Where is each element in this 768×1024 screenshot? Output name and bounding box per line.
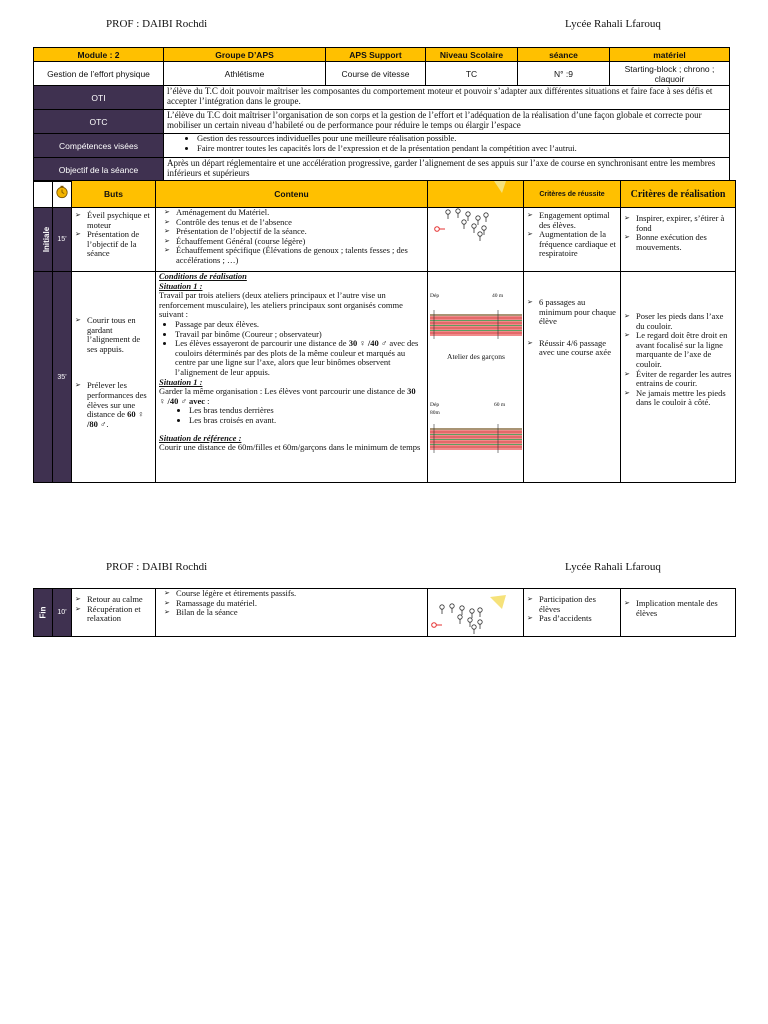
- list-item: ➢ Réussir 4/6 passage avec une course axée: [527, 339, 617, 358]
- situation-2-text: Garder la même organisation : Les élèves vont parcourir une distance de 30 ♀ /40 ♂ avec :: [159, 386, 416, 406]
- list-item: ➢ Implication mentale des élèves: [624, 599, 732, 618]
- info-module-value: Gestion de l’effort physique: [34, 62, 164, 86]
- atelier-label: Atelier des garçons: [447, 352, 505, 361]
- dep-label-2: Dép: [430, 402, 440, 408]
- fondamentale-reussite: [524, 272, 621, 483]
- initiale-sketch: [428, 208, 524, 272]
- situation-1-text: Travail par trois ateliers (deux ateliers principaux et l’autre vise un renforcement musculaire), les ateliers principaux sont organisés comme suivant :: [159, 290, 403, 320]
- info-materiel-value: Starting-block ; chrono ; claquoir: [610, 62, 730, 86]
- info-table: [33, 47, 730, 86]
- list-item: ➢ Prélever les performances des élèves sur une distance de 60 ♀ /80 ♂.: [75, 381, 152, 429]
- fondamentale-buts: [72, 272, 156, 483]
- list-item: ➢ Bilan de la séance: [164, 608, 424, 618]
- phase-initiale-label: Initiale: [34, 208, 53, 272]
- situation-2-title: Situation 1 :: [159, 376, 203, 387]
- clock-icon: [53, 181, 72, 208]
- fin-reussite: [524, 589, 621, 637]
- competences-label: Compétences visées: [34, 134, 164, 158]
- list-item: ➢ Éviter de regarder les autres entrains de courir.: [624, 370, 732, 389]
- header-criteres-realisation: Critères de réalisation: [621, 181, 736, 208]
- list-item: ➢ Augmentation de la fréquence cardiaque et respiratoire: [527, 230, 617, 259]
- fondamentale-diagram: [428, 272, 524, 483]
- track-sketch-1: [428, 308, 524, 340]
- otc-label: OTC: [34, 110, 164, 134]
- objectif-text: Après un départ réglementaire et une accélération progressive, garder l’alignement de ses appuis sur l’axe de course en synchronisant entre les membres inférieurs et supérieurs: [164, 158, 730, 182]
- fondamentale-duration: 35’: [53, 272, 72, 483]
- list-item: • Les bras croisés en avant.: [189, 416, 424, 426]
- competences-text: [164, 134, 730, 158]
- list-item: ➢ Présentation de l’objectif de la séance.: [164, 227, 424, 237]
- list-item: • Passage par deux élèves.: [175, 320, 424, 330]
- list-item: ➢ Pas d’accidents: [527, 614, 617, 624]
- dist-label-2: 60 m: [494, 402, 506, 408]
- info-aps-value: Course de vitesse: [326, 62, 426, 86]
- list-item: ➢ Le regard doit être droit en avant focalisé sur la ligne marquante de l’axe de couloir.: [624, 331, 732, 369]
- info-header-seance: séance: [518, 48, 610, 62]
- reference-title: Situation de référence :: [159, 432, 242, 443]
- reference-text: Courir une distance de 60m/filles et 60m/garçons dans le minimum de temps: [159, 442, 421, 453]
- fin-buts: [72, 589, 156, 637]
- fin-sketch: [428, 589, 524, 637]
- cooldown-sketch: [428, 589, 524, 636]
- list-item: ➢ Poser les pieds dans l’axe du couloir.: [624, 312, 732, 331]
- situation-1-title: Situation 1 :: [159, 280, 203, 291]
- list-item: ➢ Récupération et relaxation: [75, 605, 152, 624]
- objectif-label: Objectif de la séance: [34, 158, 164, 182]
- list-item: • Les élèves essayeront de parcourir une distance de 30 ♀ /40 ♂ avec des couloirs déterminés par des plots de la même couleur et marqués au centre par une ligne sur l’axe, alors que leur binômes observent l’alignement de leur appuis.: [175, 339, 424, 377]
- initiale-reussite: [524, 208, 621, 272]
- list-item: ➢ Échauffement spécifique (Élévations de genoux ; talents fesses ; des accélérations ; …): [164, 246, 424, 265]
- list-item: ➢ 6 passages au minimum pour chaque élève: [527, 298, 617, 327]
- oti-label: OTI: [34, 86, 164, 110]
- initiale-contenu: [156, 208, 428, 272]
- fin-table: [33, 588, 736, 637]
- list-item: ➢ Bonne exécution des mouvements.: [624, 233, 732, 252]
- track-sketch-2: [428, 422, 524, 454]
- list-item: ➢ Inspirer, expirer, s’étirer à fond: [624, 214, 732, 233]
- info-groupe-value: Athlétisme: [164, 62, 326, 86]
- list-item: ➢ Engagement optimal des élèves.: [527, 211, 617, 230]
- header-criteres-reussite: Critères de réussite: [524, 181, 621, 208]
- info-header-niveau: Niveau Scolaire: [426, 48, 518, 62]
- list-item: ➢ Présentation de l’objectif de la séance: [75, 230, 152, 259]
- initiale-buts: [72, 208, 156, 272]
- initiale-realisation: [621, 208, 736, 272]
- sun-sketch: [428, 181, 524, 202]
- fin-duration: 10’: [53, 589, 72, 637]
- competence-item: • Gestion des ressources individuelles pour une meilleure réalisation possible.: [197, 134, 726, 144]
- objectives-table: [33, 85, 730, 182]
- initiale-duration: 15’: [53, 208, 72, 272]
- competence-item: • Faire montrer toutes les capacités lors de l’expression et de la présentation pendant la compétition avec l’autrui.: [197, 144, 726, 154]
- list-item: • Les bras tendus derrières: [189, 406, 424, 416]
- info-niveau-value: TC: [426, 62, 518, 86]
- fondamentale-realisation: [621, 272, 736, 483]
- list-item: ➢ Participation des élèves: [527, 595, 617, 614]
- dep-label-1: Dép: [430, 293, 440, 299]
- list-item: ➢ Échauffement Général (course légère): [164, 237, 424, 247]
- fin-contenu: [156, 589, 428, 637]
- prof-name: PROF : DAIBI Rochdi: [106, 18, 208, 30]
- fondamentale-contenu: [156, 272, 428, 483]
- info-header-aps: APS Support: [326, 48, 426, 62]
- list-item: ➢ Ne jamais mettre les pieds dans le couloir à côté.: [624, 389, 732, 408]
- list-item: • Travail par binôme (Coureur ; observateur): [175, 330, 424, 340]
- school-name: Lycée Rahali Lfarouq: [565, 18, 661, 30]
- info-header-groupe: Groupe D’APS: [164, 48, 326, 62]
- otc-text: L’élève du T.C doit maîtriser l’organisation de son corps et la gestion de l’effort et l’adéquation de la réalisation d’une façon globale et correcte pour mobiliser un certain niveau d’habileté ou de performance pour réduire le temps ou élargir l’espace: [164, 110, 730, 134]
- list-item: ➢ Éveil psychique et moteur: [75, 211, 152, 230]
- school-name-page-2: Lycée Rahali Lfarouq: [565, 561, 661, 573]
- oti-text: l’élève du T.C doit pouvoir maîtriser les composantes du comportement moteur et pouvoir s’adapter aux différentes situations et faire face à ses défis et accepter l’intégration dans le groupe.: [164, 86, 730, 110]
- list-item: ➢ Retour au calme: [75, 595, 152, 605]
- main-table: [33, 180, 736, 483]
- list-item: ➢ Contrôle des tenus et de l’absence: [164, 218, 424, 228]
- info-header-materiel: matériel: [610, 48, 730, 62]
- info-seance-value: N° :9: [518, 62, 610, 86]
- corner-cell: [34, 181, 53, 208]
- info-header-module: Module : 2: [34, 48, 164, 62]
- list-item: ➢ Course légère et étirements passifs.: [164, 589, 424, 599]
- header-sketch-cell: [428, 181, 524, 208]
- dist-label-1: 40 m: [492, 293, 504, 299]
- header-contenu: Contenu: [156, 181, 428, 208]
- fin-realisation: [621, 589, 736, 637]
- prof-name-page-2: PROF : DAIBI Rochdi: [106, 561, 208, 573]
- list-item: ➢ Courir tous en gardant l’alignement de ses appuis.: [75, 316, 152, 354]
- list-item: ➢ Ramassage du matériel.: [164, 599, 424, 609]
- phase-fondamentale-label: [34, 272, 53, 483]
- phase-fin-label: Fin: [34, 589, 53, 637]
- warmup-sketch: [428, 208, 524, 248]
- list-item: ➢ Aménagement du Matériel.: [164, 208, 424, 218]
- dist-label-2b: 80m: [430, 410, 440, 416]
- header-buts: Buts: [72, 181, 156, 208]
- conditions-title: Conditions de réalisation: [159, 271, 247, 281]
